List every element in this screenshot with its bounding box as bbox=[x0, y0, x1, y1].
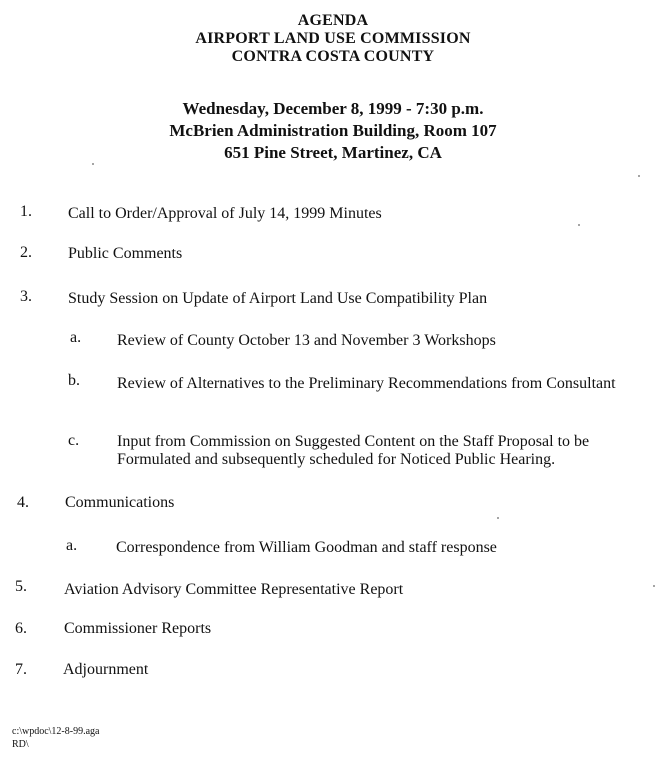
item-number: 2. bbox=[20, 244, 32, 261]
item-number: 3. bbox=[20, 288, 32, 305]
scan-speck bbox=[653, 585, 655, 587]
item-number: 4. bbox=[17, 494, 29, 511]
agenda-subitem-text: Review of Alternatives to the Preliminary Recommendations from Consultant bbox=[117, 375, 616, 392]
agenda-item-text: Adjournment bbox=[63, 661, 149, 678]
agenda-item-text: Commissioner Reports bbox=[64, 620, 212, 637]
document-footer bbox=[12, 725, 99, 751]
subitem-letter: a. bbox=[70, 329, 82, 346]
county-name: CONTRA COSTA COUNTY bbox=[231, 48, 435, 65]
meeting-details bbox=[0, 98, 666, 164]
file-path: c:\wpdoc\12-8-99.aga bbox=[12, 726, 100, 737]
scan-speck bbox=[497, 517, 499, 519]
subitem-letter: a. bbox=[66, 537, 78, 554]
item-number: 5. bbox=[15, 578, 27, 595]
item-number: 7. bbox=[15, 661, 27, 678]
item-number: 1. bbox=[20, 203, 32, 220]
agenda-item-text: Call to Order/Approval of July 14, 1999 Minutes bbox=[68, 205, 382, 222]
agenda-subitem-text: Review of County October 13 and November 3 Workshops bbox=[117, 332, 496, 349]
agenda-subitem-text: Correspondence from William Goodman and staff response bbox=[116, 539, 497, 556]
commission-name: AIRPORT LAND USE COMMISSION bbox=[195, 30, 471, 47]
agenda-subitem-text: Input from Commission on Suggested Content on the Staff Proposal to be Formulated and subsequently scheduled for Noticed Public Hearing. bbox=[117, 433, 590, 468]
meeting-date-time: Wednesday, December 8, 1999 - 7:30 p.m. bbox=[182, 99, 484, 118]
agenda-item-text: Study Session on Update of Airport Land Use Compatibility Plan bbox=[68, 290, 488, 307]
meeting-address: 651 Pine Street, Martinez, CA bbox=[224, 143, 442, 162]
author-initials: RD\ bbox=[12, 739, 29, 750]
scan-speck bbox=[578, 224, 580, 226]
agenda-title-block bbox=[0, 12, 666, 66]
agenda-item-text: Aviation Advisory Committee Representative Report bbox=[64, 581, 404, 598]
scan-speck bbox=[638, 175, 640, 177]
scan-speck bbox=[92, 163, 94, 165]
agenda-heading: AGENDA bbox=[297, 12, 369, 29]
subitem-letter: c. bbox=[68, 432, 80, 449]
meeting-location: McBrien Administration Building, Room 107 bbox=[169, 121, 497, 140]
item-number: 6. bbox=[15, 620, 27, 637]
agenda-item-text: Public Comments bbox=[68, 245, 183, 262]
subitem-letter: b. bbox=[68, 372, 80, 389]
agenda-item-text: Communications bbox=[65, 494, 175, 511]
